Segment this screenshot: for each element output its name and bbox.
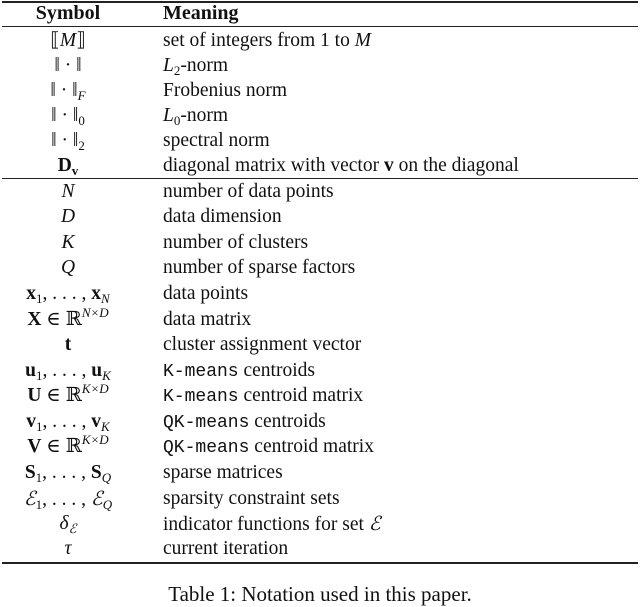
symbol-text: , . . . , <box>42 489 91 510</box>
meaning-cell <box>163 28 371 53</box>
symbol-text: 1 <box>35 470 43 485</box>
meaning-text: 2 <box>173 63 181 78</box>
table-row <box>0 409 640 434</box>
symbol-cell <box>0 383 136 408</box>
meaning-cell <box>163 511 381 537</box>
symbol-cell <box>0 409 136 434</box>
symbol-text: ∈ ℝ <box>41 309 82 330</box>
meaning-cell <box>163 204 282 229</box>
table-row <box>0 536 640 561</box>
table-row <box>0 434 640 459</box>
table-row <box>0 307 640 332</box>
symbol-cell <box>0 536 136 561</box>
meaning-text: -norm <box>180 55 229 76</box>
meaning-text: Frobenius norm <box>163 80 288 101</box>
table-row <box>0 153 640 178</box>
meaning-text: centroids <box>249 411 326 432</box>
symbol-text: u <box>91 360 103 381</box>
meaning-text: K-means <box>163 362 239 382</box>
meaning-cell <box>163 486 340 511</box>
meaning-cell <box>163 255 355 280</box>
meaning-cell <box>163 409 326 436</box>
meaning-cell <box>163 358 315 385</box>
table-row <box>0 230 640 255</box>
symbol-text: 1 <box>36 368 43 383</box>
table-caption: Table 1: Notation used in this paper. <box>168 582 472 606</box>
table-row <box>0 358 640 383</box>
symbol-cell <box>0 53 136 78</box>
symbol-cell <box>0 255 136 280</box>
meaning-text: K-means <box>163 387 239 407</box>
symbol-text: N <box>101 291 110 306</box>
meaning-cell <box>163 281 248 306</box>
symbol-text: U <box>27 385 42 406</box>
symbol-text: V <box>27 436 42 457</box>
symbol-text: 2 <box>78 138 85 153</box>
table-row <box>0 383 640 408</box>
symbol-text: ‖ · ‖ <box>51 105 79 126</box>
symbol-text: τ <box>64 538 72 559</box>
meaning-text: on the diagonal <box>393 155 519 176</box>
symbol-text: F <box>77 88 86 103</box>
symbol-cell <box>0 128 136 153</box>
symbol-text: ⟧ <box>76 30 86 51</box>
meaning-cell <box>163 179 334 204</box>
meaning-text: 0 <box>173 113 181 128</box>
meaning-text: data dimension <box>163 206 282 227</box>
table-row <box>0 128 640 153</box>
symbol-text: δ <box>59 513 69 534</box>
symbol-cell <box>0 78 136 103</box>
symbol-text: , . . . , <box>42 411 92 432</box>
meaning-text: data matrix <box>163 309 252 330</box>
meaning-cell <box>163 53 228 78</box>
symbol-text: M <box>59 30 77 51</box>
meaning-cell <box>163 103 228 128</box>
symbol-text: S <box>24 462 36 483</box>
meaning-text: sparse matrices <box>163 462 283 483</box>
symbol-text: , . . . , <box>42 462 91 483</box>
meaning-text: v <box>383 155 394 176</box>
meaning-text: L <box>163 105 174 126</box>
bottom-rule <box>2 562 638 564</box>
meaning-text: QK-means <box>163 413 250 433</box>
symbol-cell <box>0 204 136 229</box>
table-row <box>0 53 640 78</box>
meaning-text: M <box>354 30 371 51</box>
header-meaning: Meaning <box>163 2 239 24</box>
symbol-text: Q <box>60 257 76 278</box>
meaning-text: diagonal matrix with vector <box>163 155 384 176</box>
meaning-text: current iteration <box>163 538 289 559</box>
symbol-text: 0 <box>78 113 85 128</box>
meaning-text: number of data points <box>163 181 334 202</box>
symbol-text: 1 <box>35 497 43 512</box>
meaning-text: -norm <box>180 105 229 126</box>
symbol-text: t <box>64 334 72 355</box>
table-row <box>0 204 640 229</box>
symbol-text: K×D <box>81 432 109 447</box>
table-row <box>0 255 640 280</box>
table-row <box>0 511 640 536</box>
symbol-text: K×D <box>81 381 109 396</box>
table-row <box>0 486 640 511</box>
symbol-text: ℰ <box>68 521 77 536</box>
meaning-text: centroid matrix <box>249 436 374 457</box>
symbol-text: ℰ <box>90 487 103 510</box>
symbol-text: ∈ ℝ <box>41 385 82 406</box>
meaning-text: ℰ <box>368 512 381 535</box>
symbol-text: 1 <box>36 419 43 434</box>
symbol-text: ‖ · ‖ <box>50 80 78 101</box>
table-row <box>0 179 640 204</box>
header-rule <box>2 26 638 27</box>
meaning-text: data points <box>163 283 249 304</box>
symbol-text: ∈ ℝ <box>41 436 82 457</box>
symbol-text: D <box>60 206 76 227</box>
symbol-text: v <box>71 163 79 178</box>
meaning-text: sparsity constraint sets <box>163 488 340 509</box>
meaning-text: number of sparse factors <box>163 257 356 278</box>
table-row <box>0 78 640 103</box>
symbol-text: ⟦ <box>50 30 60 51</box>
symbol-text: x <box>91 283 102 304</box>
meaning-text: centroid matrix <box>238 385 364 406</box>
symbol-text: K <box>61 232 75 253</box>
symbol-text: v <box>91 411 102 432</box>
table-row <box>0 103 640 128</box>
meaning-text: L <box>163 55 174 76</box>
meaning-text: indicator functions for set <box>163 514 369 535</box>
symbol-cell <box>0 434 136 459</box>
table-row <box>0 281 640 306</box>
symbol-cell <box>0 307 136 332</box>
meaning-text: set of integers from 1 to <box>163 30 355 51</box>
symbol-text: 1 <box>36 291 43 306</box>
symbol-text: X <box>27 309 42 330</box>
table-row <box>0 460 640 485</box>
symbol-text: ℰ <box>23 487 36 510</box>
table-row <box>0 332 640 357</box>
symbol-text: Q <box>101 470 112 485</box>
meaning-cell <box>163 128 270 153</box>
meaning-cell <box>163 536 288 561</box>
symbol-cell <box>0 179 136 204</box>
meaning-text: QK-means <box>163 438 250 458</box>
header-symbol: Symbol <box>35 2 101 24</box>
symbol-cell <box>0 358 136 383</box>
meaning-cell <box>163 332 361 357</box>
symbol-text: v <box>26 411 37 432</box>
meaning-cell <box>163 78 287 103</box>
symbol-text: x <box>26 283 37 304</box>
symbol-text: u <box>25 360 37 381</box>
symbol-text: N <box>61 181 75 202</box>
symbol-cell <box>0 103 136 128</box>
symbol-cell <box>0 281 136 306</box>
symbol-cell <box>0 460 136 485</box>
symbol-cell <box>0 230 136 255</box>
symbol-cell <box>0 511 136 536</box>
symbol-text: K <box>102 368 111 383</box>
meaning-cell <box>163 307 251 332</box>
symbol-text: Q <box>102 497 113 512</box>
symbol-text: , . . . , <box>42 283 92 304</box>
symbol-text: S <box>90 462 102 483</box>
meaning-text: number of clusters <box>163 232 309 253</box>
meaning-cell <box>163 153 519 178</box>
meaning-text: centroids <box>238 360 315 381</box>
header-row <box>0 1 640 26</box>
meaning-cell <box>163 230 308 255</box>
meaning-text: cluster assignment vector <box>163 334 362 355</box>
symbol-cell <box>0 153 136 178</box>
meaning-cell <box>163 434 374 461</box>
symbol-text: K <box>101 419 110 434</box>
symbol-text: N×D <box>81 305 109 320</box>
meaning-text: spectral norm <box>163 130 270 151</box>
symbol-text: D <box>57 155 72 176</box>
symbol-text: ‖ · ‖ <box>51 130 79 151</box>
symbol-cell <box>0 486 136 512</box>
meaning-cell <box>163 460 283 485</box>
meaning-cell <box>163 383 363 410</box>
symbol-cell <box>0 332 136 357</box>
symbol-text: ‖ · ‖ <box>54 55 82 76</box>
symbol-cell <box>0 28 136 53</box>
symbol-text: , . . . , <box>42 360 92 381</box>
table-row <box>0 28 640 53</box>
